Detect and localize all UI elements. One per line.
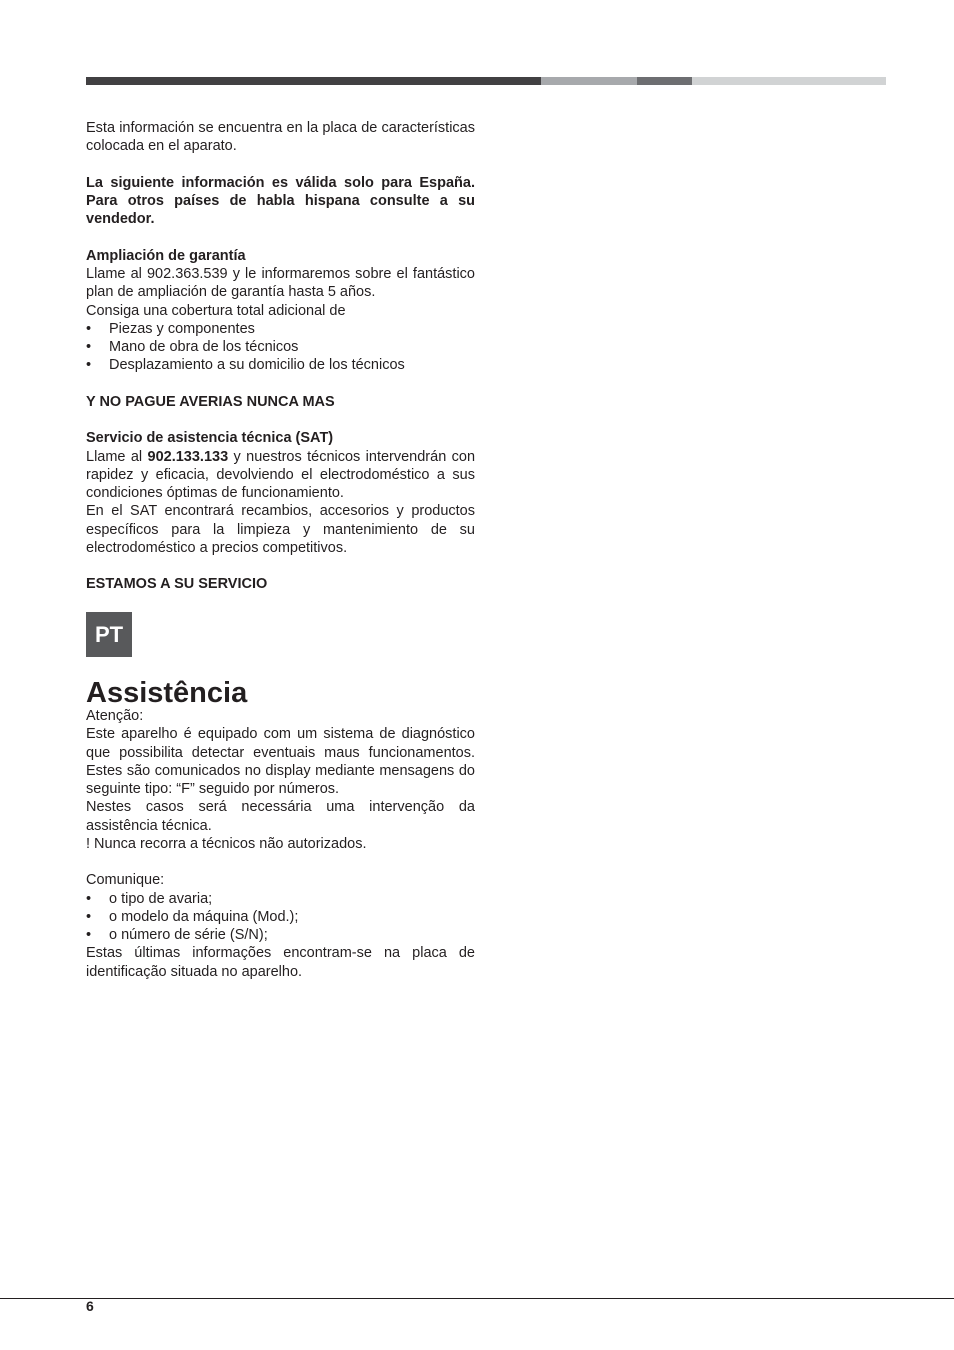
pt-warning: ! Nunca recorra a técnicos não autorizados. (86, 835, 367, 852)
es-intro-text: Esta información se encuentra en la placa de características colocada en el aparato. (86, 120, 475, 155)
es-slogan: Y NO PAGUE AVERIAS NUNCA MAS (86, 393, 335, 410)
es-sat-heading: Servicio de asistencia técnica (SAT) (86, 430, 334, 447)
es-coverage-item: • Mano de obra de los técnicos (86, 338, 475, 356)
pt-communicate-item: • o modelo da máquina (Mod.); (86, 908, 475, 926)
pt-communicate-item: • o número de série (S/N); (86, 926, 475, 944)
es-sat-call-suffix: y nuestros técnicos intervendrán con rapidez y eficacia, devolviendo el electrodoméstico a sus condiciones óptimas de funcionamiento. (86, 448, 476, 501)
pt-communicate-label: Comunique: (86, 872, 165, 889)
es-sat-call-text (86, 448, 475, 503)
es-coverage-intro: Consiga una cobertura total adicional de (86, 302, 346, 319)
page-number: 6 (86, 1298, 94, 1314)
header-bar-pale-segment (692, 77, 886, 85)
es-warranty-text: Llame al 902.363.539 y le informaremos sobre el fantástico plan de ampliación de garantía hasta 5 años. (86, 266, 475, 301)
es-sat-call-prefix: Llame al (86, 448, 148, 465)
pt-intervention-text: Nestes casos será necessária uma intervenção da assistência técnica. (86, 799, 475, 834)
es-coverage-item: • Piezas y componentes (86, 320, 475, 338)
header-bar-mid-segment (637, 77, 692, 85)
es-validity-notice: La siguiente información es válida solo para España. Para otros países de habla hispana consulte a su vendedor. (86, 174, 475, 228)
portuguese-section (86, 707, 475, 981)
footer-divider (0, 1298, 954, 1299)
es-warranty-heading: Ampliación de garantía (86, 247, 246, 264)
es-closing: ESTAMOS A SU SERVICIO (86, 576, 268, 593)
header-bar-dark-segment (86, 77, 541, 85)
header-bar-light-segment (541, 77, 637, 85)
pt-attention-label: Atenção: (86, 708, 144, 724)
pt-plate-text: Estas últimas informações encontram-se na placa de identificação situada no aparelho. (86, 945, 475, 980)
es-sat-phone: 902.133.133 (147, 448, 229, 465)
pt-diagnostic-text: Este aparelho é equipado com um sistema de diagnóstico que possibilita detectar eventuais maus funcionamentos. Estes são comunicados no display mediante mensagens do seguinte tipo: “F” seguido por números. (86, 726, 475, 797)
language-badge-pt: PT (86, 612, 132, 657)
es-sat-parts-text: En el SAT encontrará recambios, accesorios y productos específicos para la limpieza y mantenimiento de su electrodoméstico a precios competitivos. (86, 503, 475, 556)
spanish-section (86, 119, 475, 594)
pt-communicate-item: • o tipo de avaria; (86, 890, 475, 908)
es-coverage-item: • Desplazamiento a su domicilio de los técnicos (86, 356, 475, 374)
pt-title: Assistência (86, 677, 248, 709)
